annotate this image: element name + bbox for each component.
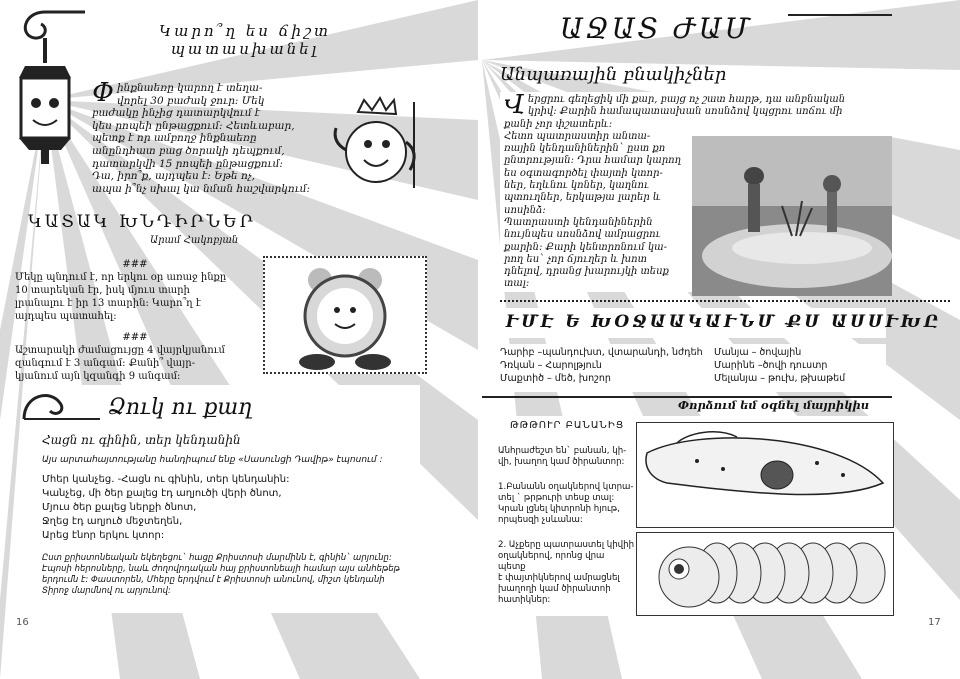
intro-line: կես րոպեի ընթացքում: Հետևաբար, bbox=[92, 119, 295, 132]
street-lamp-icon bbox=[5, 8, 85, 168]
words-title: ՒՄԷ Ե ԽՕՋԱԱԿԱՒՆՄ ՔՍ ԱՍՍՒԽԸ bbox=[506, 312, 941, 332]
puzzle-line: այդպես պատահել: bbox=[15, 311, 117, 322]
poem-lines bbox=[42, 473, 414, 543]
left-page bbox=[0, 0, 478, 679]
article-line: քանի չոր փշատերև: bbox=[504, 118, 613, 130]
right-page bbox=[482, 0, 960, 679]
intro-line: վորել 30 բաժակ ջուր: Մեկ bbox=[116, 94, 265, 107]
intro-line: պետք է որ ամբողջ ինքնաեռը bbox=[92, 132, 257, 145]
toy-clock-icon bbox=[265, 258, 425, 372]
puzzles bbox=[15, 258, 255, 383]
rock-with-figures-icon bbox=[692, 136, 892, 296]
poem-line: Արեց էնոր երկու կտոր: bbox=[42, 530, 165, 541]
caterpillar-illustration bbox=[636, 532, 894, 616]
article-line: պտուղներ, երկաթյա լարեր և bbox=[504, 192, 661, 204]
swirl-ornament-icon bbox=[20, 385, 100, 425]
puzzle-line: կյանում այն կզանգի 9 անգամ: bbox=[15, 371, 181, 382]
word-entry: Մանյա – ծովային bbox=[714, 347, 802, 358]
article-line: սոսինձ: bbox=[504, 204, 546, 216]
section-banner: ԱՋԱՏ ԺԱՄ bbox=[560, 12, 753, 45]
banana-illustration bbox=[636, 422, 894, 528]
instr-line: 2. Աչքերը պատրաստել կիվիի bbox=[498, 540, 635, 550]
article-line: երցրու գեղեցիկ մի քար, բայց ոչ շատ հարթ, դա անբնական bbox=[527, 94, 846, 105]
article-line: ռային կենդանիներին` ըստ քո bbox=[504, 143, 666, 155]
article-title: Անպառային բնակիչներ bbox=[500, 64, 727, 85]
games-title: ԿԱՏԱԿ ԽՆԴԻՐՆԵՐ bbox=[28, 212, 256, 232]
word-entry: Դռկան – Հարոլթյուն bbox=[500, 360, 602, 371]
poem-line: Մյուս ծեր քալեց ներքի ծնոտ, bbox=[42, 502, 197, 513]
word-entry: Մարինե –ծովի դուստր bbox=[714, 360, 828, 371]
poem-line: Մհեր կանչեց. -Հացն ու գինին, տեր կենդանին: bbox=[42, 474, 290, 485]
intro-line: անընդհատ բաց ծորակի դեպքում, bbox=[92, 144, 285, 157]
puzzle-line: 10 տարեկան էր, իսկ մյուս տարի bbox=[15, 285, 190, 296]
puzzle-2 bbox=[15, 344, 255, 383]
stone-figures-photo bbox=[692, 136, 892, 296]
drop-cap: Վ bbox=[504, 90, 525, 120]
instr-line: օղակներով, որոնց վրա պետք bbox=[498, 551, 605, 572]
word-entry: Դարիբ –պանդուխտ, վտարանդի, նժդեհ bbox=[500, 347, 703, 358]
poem-intro: Այս արտահայտությանը հանդիպում ենք «Սասունցի Դավիթ» էպոսում : bbox=[42, 455, 383, 465]
instr-line: է փայտիկներով ամրացնել bbox=[498, 573, 620, 583]
page-number: 16 bbox=[16, 617, 29, 628]
poem-line: Ջղեց էդ աղյուծ մեջտեղեն, bbox=[42, 516, 183, 527]
poem-note: Ըստ քրիստոնեական եկեղեցու` հացը Քրիստոսի մարմինն է, գինին` արյունը: Էպոսի հերոսները, նաև ժողովրդական հայ քրիստոնեայի համար այս անհեթեթ երդումն է: Փաստորեն, Մհերը երդվում է Քրիստոսի անունով, միշտ կենդանի Տիրոջ մարմնով ու արյունով: bbox=[42, 553, 400, 596]
instr-line: որպեսզի չսևանա: bbox=[498, 515, 583, 525]
games-author: Արամ Հակոբյան bbox=[150, 235, 239, 246]
puzzle-1 bbox=[15, 271, 255, 323]
article-line: ես օգտագործել փայտի կտոր- bbox=[504, 167, 663, 179]
teapot-cartoon-icon bbox=[328, 92, 424, 192]
words-column-1 bbox=[500, 346, 710, 385]
article-line: քարին: Քարի կենտրոնում կա- bbox=[504, 241, 668, 253]
instr-line: 1.Բանանն օղակներով կտրա- bbox=[498, 482, 634, 492]
page-heading bbox=[120, 22, 370, 58]
poem-box bbox=[28, 385, 420, 613]
drop-cap: Փ bbox=[92, 78, 114, 108]
instr-line: վի, խաղող կամ ծիրանտոր: bbox=[498, 457, 625, 467]
instr-line: տել ` թրթուրի տեսք տալ: bbox=[498, 493, 615, 503]
article-line: դնելով, դրանց խարույկի տեսք bbox=[504, 266, 669, 278]
article-line: Պատրաստի կենդանիներին bbox=[504, 216, 653, 228]
intro-line: Դա, իրո՞ք, այդպես է: Եթե ոչ, bbox=[92, 170, 255, 183]
poem-title: Ձուկ ու քաղ bbox=[108, 395, 253, 420]
intro-text bbox=[92, 78, 328, 195]
caterpillar-icon bbox=[637, 533, 893, 615]
banana-icon bbox=[637, 423, 893, 527]
article-line: նույնպես սոսնձով ամրացրու bbox=[504, 229, 661, 241]
intro-line: ապա ի՞նչ սխալ կա նման հաշվարկում: bbox=[92, 182, 311, 195]
intro-line: դատարկվի 15 րոպեի ընթացքում: bbox=[92, 157, 283, 170]
instr-line: հատիկներ: bbox=[498, 595, 551, 605]
intro-line: բաժակը ինչից դատարկվում է bbox=[92, 107, 261, 120]
intro-line: ինքնաեռը կարող է տեղա- bbox=[116, 82, 263, 94]
article-line: կրիվ: Քարին համապատասխան սոսնձով կպցրու սոճու մի bbox=[527, 106, 843, 118]
heading-line-1: Կարո՞ղ ես ճիշտ bbox=[159, 22, 331, 40]
article-line: տալ: bbox=[504, 278, 530, 290]
banner-rule bbox=[788, 14, 892, 16]
article-line: րող ես` չոր ճյուղեր և խոտ bbox=[504, 253, 647, 265]
puzzle-line: լրանալու է իր 13 տարին: Կարո՞ղ է bbox=[15, 298, 201, 309]
puzzle-line: Մեկը պնդում է, որ երկու օր առաջ ինքը bbox=[15, 272, 227, 283]
words-column-2 bbox=[714, 346, 886, 385]
word-entry: Մելանյա – թուխ, թխաթեմ bbox=[714, 373, 846, 384]
instr-line: խաղողի կամ ծիրանտոի bbox=[498, 584, 611, 594]
instr-line: Կրան լցնել կիտրոնի հյութ, bbox=[498, 504, 620, 514]
poem-subtitle: Հացն ու գինին, տեր կենդանին bbox=[42, 433, 241, 447]
article-line: ընտրության: Դրա համար կարող bbox=[504, 155, 681, 167]
dotted-divider bbox=[500, 300, 950, 302]
page-number: 17 bbox=[928, 617, 941, 628]
heading-line-2: պատասխանել bbox=[170, 40, 320, 58]
puzzle-line: Աշտարակի ժամացույցը 4 վայրկյանում bbox=[15, 345, 225, 356]
puzzle-line: զանգում է 3 անգամ: Քանի՞ վայր- bbox=[15, 358, 196, 369]
separator: ### bbox=[122, 332, 148, 343]
article-line: Հետո պատրաստիր անտա- bbox=[504, 130, 651, 142]
instr-line: Անհրաժեշտ են` բանան, կի- bbox=[498, 446, 627, 456]
separator: ### bbox=[122, 259, 148, 270]
help-title: Փորձում եմ օգնել մայրիկիս bbox=[678, 398, 870, 412]
article-line: ներ, եղևնու կոներ, կաղնու bbox=[504, 180, 649, 192]
clock-toy-photo bbox=[263, 256, 427, 374]
poem-line: Կանչեց, մի ծեր քալեց էդ աղյուծի վերի ծնոտ, bbox=[42, 488, 282, 499]
word-entry: Մաքտիծ – մեծ, խոշոր bbox=[500, 373, 611, 384]
caterpillar-title: ԹԹԹՈՒՐ ԲԱՆԱՆԻՑ bbox=[510, 420, 625, 431]
instructions bbox=[498, 446, 634, 606]
